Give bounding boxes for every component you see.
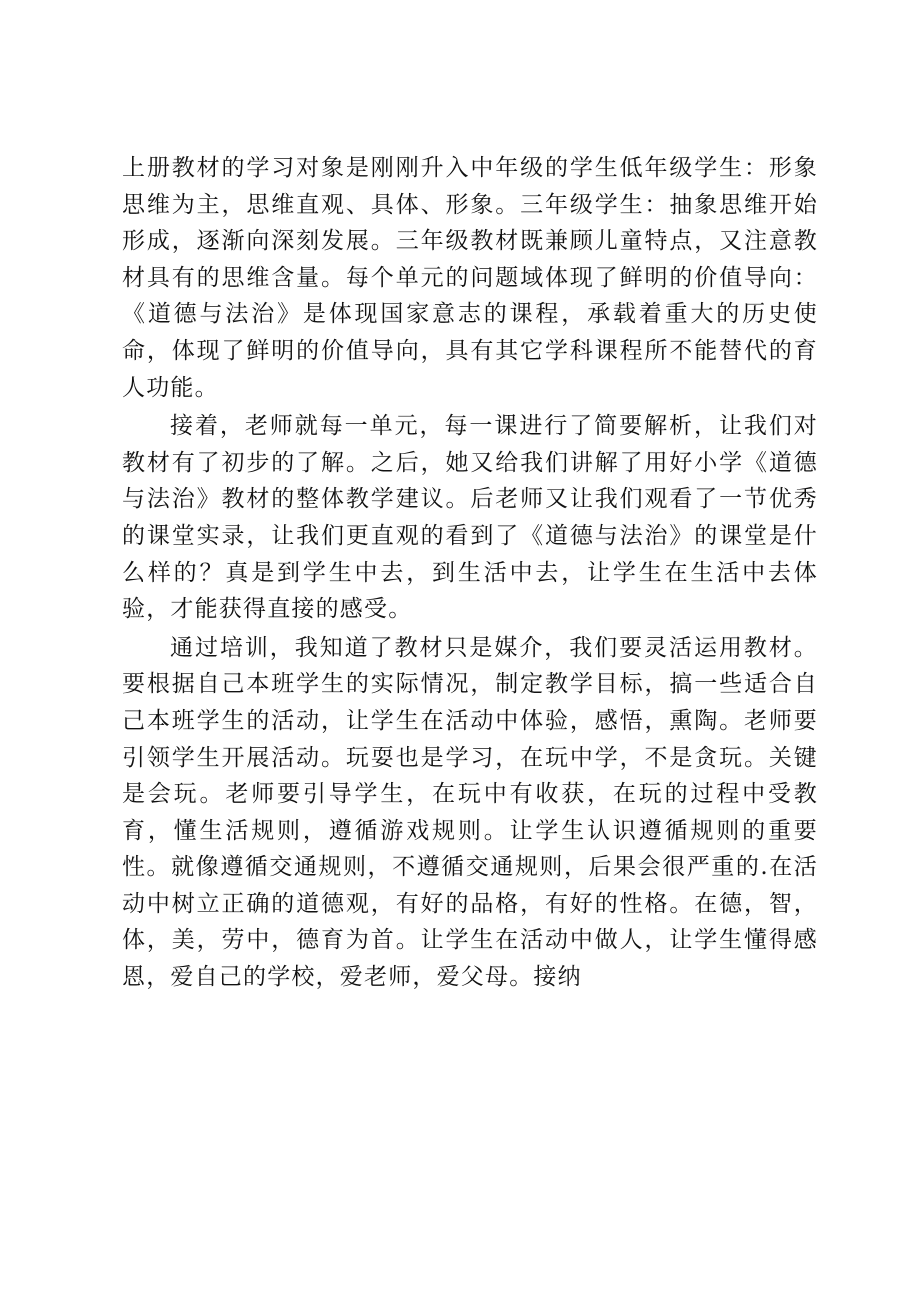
paragraph-training-overview: 接着，老师就每一单元，每一课进行了简要解析，让我们对教材有了初步的了解。之后，她又给我们讲解了用好小学《道德与法治》教材的整体教学建议。后老师又让我们观看了一节优秀的课堂实录，让我们更直观的看到了《道德与法治》的课堂是什么样的？真是到学生中去，到生活中去，让学生在生活中去体验，才能获得直接的感受。 — [122, 413, 818, 623]
paragraph-continuation: 上册教材的学习对象是刚刚升入中年级的学生低年级学生：形象思维为主，思维直观、具体、形象。三年级学生：抽象思维开始形成，逐渐向深刻发展。三年级教材既兼顾儿童特点，又注意教材具有的思维含量。每个单元的问题域体现了鲜明的价值导向：《道德与法治》是体现国家意志的课程，承载着重大的历史使命，体现了鲜明的价值导向，具有其它学科课程所不能替代的育人功能。 — [122, 155, 818, 401]
document-body — [122, 150, 818, 996]
paragraph-training-reflection: 通过培训，我知道了教材只是媒介，我们要灵活运用教材。要根据自己本班学生的实际情况，制定教学目标，搞一些适合自己本班学生的活动，让学生在活动中体验，感悟，熏陶。老师要引领学生开展活动。玩耍也是学习，在玩中学，不是贪玩。关键是会玩。老师要引导学生，在玩中有收获，在玩的过程中受教育，懂生活规则，遵循游戏规则。让学生认识遵循规则的重要性。就像遵循交通规则，不遵循交通规则，后果会很严重的.在活动中树立正确的道德观，有好的品格，有好的性格。在德，智，体，美，劳中，德育为首。让学生在活动中做人，让学生懂得感恩，爱自己的学校，爱老师，爱父母。接纳 — [122, 634, 818, 991]
